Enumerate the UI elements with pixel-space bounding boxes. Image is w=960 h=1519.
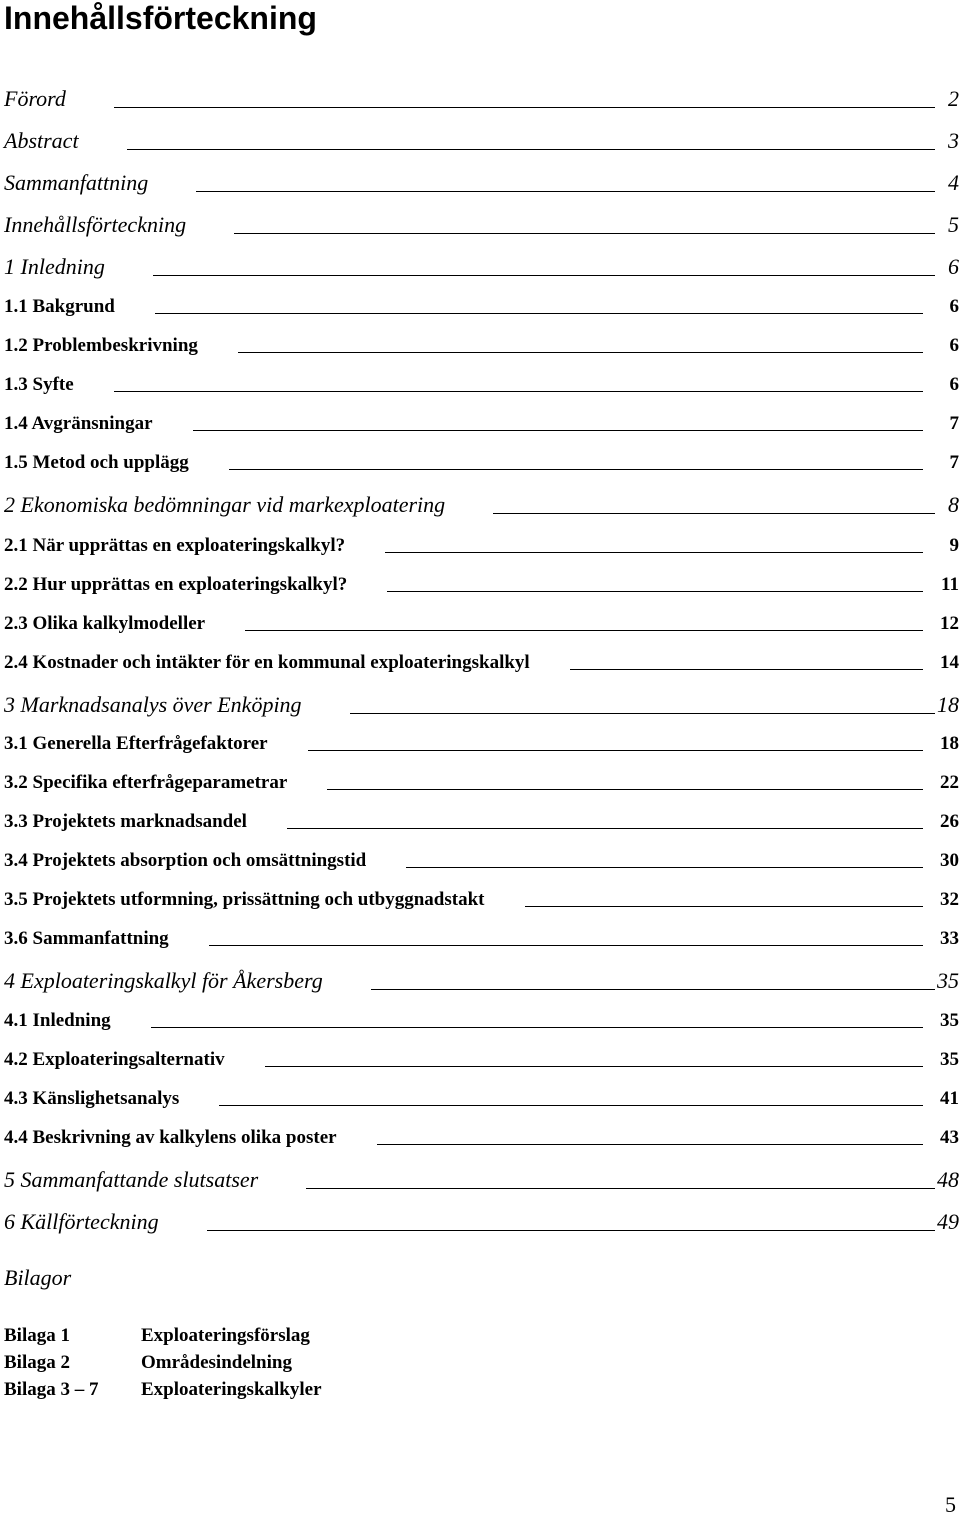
toc-entry-label: 3 Marknadsanalys över Enköping <box>4 692 302 717</box>
toc-entry-page: 49 <box>937 1209 959 1234</box>
toc-entry-page: 41 <box>940 1088 959 1109</box>
appendix-code: Bilaga 1 <box>4 1325 70 1346</box>
toc-entry-section[interactable] <box>4 574 959 596</box>
appendix-item <box>4 1325 310 1347</box>
toc-leader-line <box>209 945 923 946</box>
toc-entry-page: 33 <box>940 928 959 949</box>
toc-entry-label: 1.2 Problembeskrivning <box>4 335 198 356</box>
toc-entry-label: Förord <box>4 86 66 111</box>
appendix-code: Bilaga 2 <box>4 1352 70 1373</box>
toc-entry-page: 30 <box>940 850 959 871</box>
toc-entry-page: 35 <box>940 1010 959 1031</box>
toc-entry-page: 2 <box>948 86 959 111</box>
toc-entry-chapter[interactable] <box>4 212 959 238</box>
toc-entry-page: 9 <box>949 535 959 556</box>
toc-entry-label: 4.1 Inledning <box>4 1010 111 1031</box>
toc-leader-line <box>327 789 923 790</box>
toc-entry-page: 7 <box>949 413 959 434</box>
toc-entry-section[interactable] <box>4 652 959 674</box>
toc-entry-section[interactable] <box>4 1127 959 1149</box>
toc-entry-label: 2.3 Olika kalkylmodeller <box>4 613 206 634</box>
toc-entry-label: 4.3 Känslighetsanalys <box>4 1088 180 1109</box>
toc-entry-label: 4 Exploateringskalkyl för Åkersberg <box>4 968 323 993</box>
toc-entry-label: 1.1 Bakgrund <box>4 296 115 317</box>
toc-entry-page: 6 <box>948 254 959 279</box>
toc-entry-page: 43 <box>940 1127 959 1148</box>
toc-leader-line <box>127 149 935 150</box>
toc-heading: Innehållsförteckning <box>4 0 317 36</box>
toc-entry-page: 6 <box>949 335 959 356</box>
toc-entry-label: 2.4 Kostnader och intäkter för en kommunal exploateringskalkyl <box>4 652 530 673</box>
toc-leader-line <box>525 906 924 907</box>
toc-entry-page: 26 <box>940 811 959 832</box>
toc-leader-line <box>229 469 923 470</box>
toc-leader-line <box>265 1066 923 1067</box>
toc-leader-line <box>385 552 923 553</box>
toc-leader-line <box>406 867 923 868</box>
toc-entry-section[interactable] <box>4 335 959 357</box>
toc-entry-section[interactable] <box>4 811 959 833</box>
toc-leader-line <box>306 1188 935 1189</box>
toc-leader-line <box>387 591 923 592</box>
toc-entry-label: 1.4 Avgränsningar <box>4 413 153 434</box>
toc-entry-label: Sammanfattning <box>4 170 149 195</box>
toc-entry-label: 5 Sammanfattande slutsatser <box>4 1167 259 1192</box>
toc-entry-section[interactable] <box>4 452 959 474</box>
toc-entry-section[interactable] <box>4 928 959 950</box>
toc-entry-section[interactable] <box>4 850 959 872</box>
toc-entry-label: 2.1 När upprättas en exploateringskalkyl? <box>4 535 346 556</box>
appendix-title-text: Exploateringskalkyler <box>141 1379 322 1400</box>
toc-entry-chapter[interactable] <box>4 692 959 718</box>
toc-entry-page: 35 <box>940 1049 959 1070</box>
toc-entry-label: 2 Ekonomiska bedömningar vid markexploatering <box>4 492 446 517</box>
toc-leader-line <box>196 191 935 192</box>
toc-entry-chapter[interactable] <box>4 492 959 518</box>
toc-entry-page: 22 <box>940 772 959 793</box>
toc-leader-line <box>371 989 935 990</box>
toc-leader-line <box>193 430 923 431</box>
toc-entry-label: Innehållsförteckning <box>4 212 187 237</box>
appendix-item <box>4 1379 322 1401</box>
toc-entry-label: 3.2 Specifika efterfrågeparametrar <box>4 772 288 793</box>
toc-leader-line <box>493 513 935 514</box>
toc-entry-chapter[interactable] <box>4 968 959 994</box>
toc-entry-page: 48 <box>937 1167 959 1192</box>
toc-entry-chapter[interactable] <box>4 1167 959 1193</box>
toc-entry-label: 3.3 Projektets marknadsandel <box>4 811 247 832</box>
toc-entry-label: 2.2 Hur upprättas en exploateringskalkyl? <box>4 574 348 595</box>
toc-entry-page: 32 <box>940 889 959 910</box>
toc-entry-label: 1.5 Metod och upplägg <box>4 452 189 473</box>
toc-entry-label: 4.2 Exploateringsalternativ <box>4 1049 225 1070</box>
toc-entry-chapter[interactable] <box>4 128 959 154</box>
toc-entry-chapter[interactable] <box>4 1209 959 1235</box>
page-number: 5 <box>945 1492 956 1517</box>
toc-entry-page: 6 <box>949 296 959 317</box>
toc-leader-line <box>238 352 923 353</box>
toc-leader-line <box>287 828 923 829</box>
toc-entry-section[interactable] <box>4 613 959 635</box>
appendix-title-text: Exploateringsförslag <box>141 1325 310 1346</box>
toc-leader-line <box>219 1105 923 1106</box>
toc-leader-line <box>308 750 923 751</box>
toc-leader-line <box>207 1230 935 1231</box>
toc-leader-line <box>114 107 935 108</box>
toc-entry-page: 35 <box>937 968 959 993</box>
toc-entry-page: 6 <box>949 374 959 395</box>
toc-entry-page: 11 <box>941 574 959 595</box>
toc-entry-page: 3 <box>948 128 959 153</box>
toc-leader-line <box>350 713 935 714</box>
toc-entry-page: 18 <box>940 733 959 754</box>
toc-entry-page: 5 <box>948 212 959 237</box>
toc-entry-label: 6 Källförteckning <box>4 1209 159 1234</box>
toc-entry-label: Abstract <box>4 128 79 153</box>
toc-entry-section[interactable] <box>4 733 959 755</box>
toc-entry-label: 3.6 Sammanfattning <box>4 928 169 949</box>
appendix-title: Bilagor <box>4 1265 72 1290</box>
appendix-item <box>4 1352 292 1374</box>
toc-entry-section[interactable] <box>4 1049 959 1071</box>
toc-entry-section[interactable] <box>4 413 959 435</box>
toc-entry-section[interactable] <box>4 535 959 557</box>
toc-entry-label: 3.5 Projektets utformning, prissättning och utbyggnadstakt <box>4 889 485 910</box>
toc-entry-page: 4 <box>948 170 959 195</box>
toc-entry-page: 18 <box>937 692 959 717</box>
appendix-code: Bilaga 3 – 7 <box>4 1379 99 1400</box>
toc-entry-label: 4.4 Beskrivning av kalkylens olika poster <box>4 1127 337 1148</box>
toc-entry-page: 7 <box>949 452 959 473</box>
toc-entry-page: 8 <box>948 492 959 517</box>
toc-entry-section[interactable] <box>4 1010 959 1032</box>
toc-entry-page: 12 <box>940 613 959 634</box>
toc-leader-line <box>153 275 935 276</box>
toc-entry-section[interactable] <box>4 889 959 911</box>
toc-entry-section[interactable] <box>4 1088 959 1110</box>
toc-entry-label: 3.4 Projektets absorption och omsättningstid <box>4 850 367 871</box>
toc-leader-line <box>151 1027 923 1028</box>
toc-entry-chapter[interactable] <box>4 170 959 196</box>
toc-entry-chapter[interactable] <box>4 254 959 280</box>
toc-entry-section[interactable] <box>4 374 959 396</box>
toc-entry-page: 14 <box>940 652 959 673</box>
toc-entry-label: 1 Inledning <box>4 254 105 279</box>
toc-entry-section[interactable] <box>4 296 959 318</box>
toc-entry-label: 3.1 Generella Efterfrågefaktorer <box>4 733 268 754</box>
toc-entry-label: 1.3 Syfte <box>4 374 74 395</box>
toc-entry-section[interactable] <box>4 772 959 794</box>
toc-leader-line <box>570 669 923 670</box>
toc-leader-line <box>114 391 923 392</box>
toc-leader-line <box>155 313 923 314</box>
toc-leader-line <box>245 630 923 631</box>
appendix-title-text: Områdesindelning <box>141 1352 292 1373</box>
toc-entry-chapter[interactable] <box>4 86 959 112</box>
toc-leader-line <box>377 1144 923 1145</box>
toc-leader-line <box>234 233 935 234</box>
